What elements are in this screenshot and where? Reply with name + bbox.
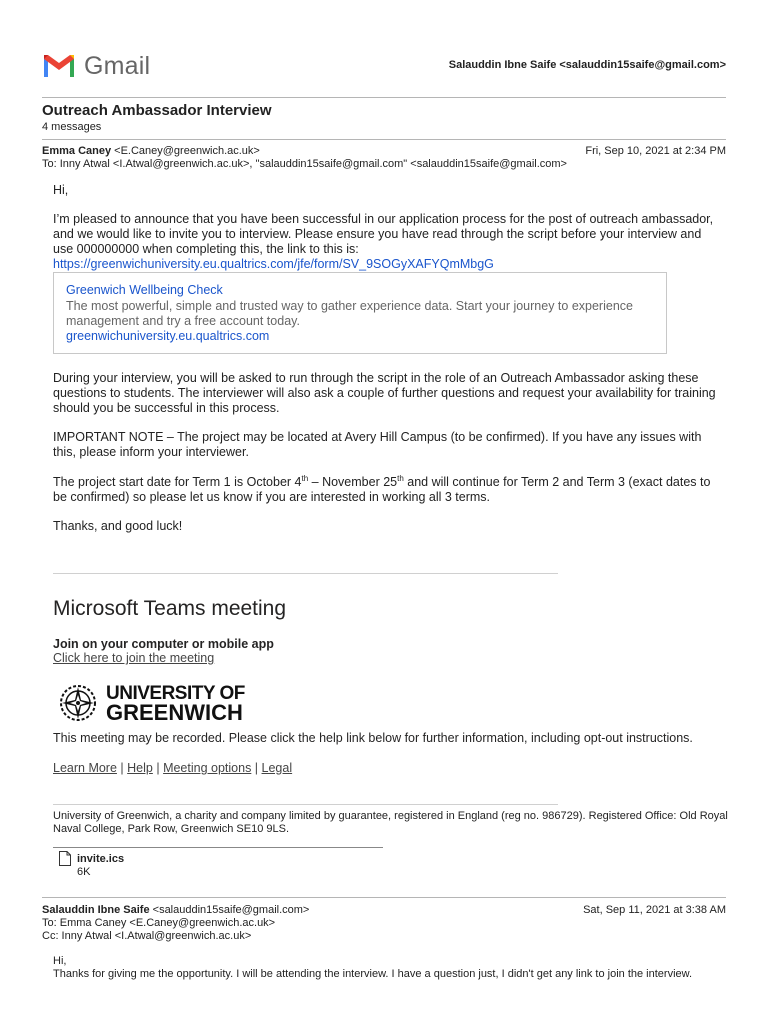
ordinal-suffix: th <box>397 473 404 483</box>
message2-greeting: Hi, <box>53 955 67 967</box>
paragraph-text: I’m pleased to announce that you have been successful in our application process for the post of outreach ambassador, and we would like to invite you to interview. Please ensure you have read through the script before your interview and use 000000000 when completing this, the link to this is: <box>53 212 714 256</box>
message1-sender[interactable] <box>42 145 260 157</box>
message1-recipients: To: Inny Atwal <I.Atwal@greenwich.ac.uk>, "salauddin15saife@gmail.com" <salauddin15saife@gmail.com> <box>42 158 567 170</box>
join-meeting-link[interactable]: Click here to join the meeting <box>53 651 215 665</box>
help-link[interactable]: Help <box>127 761 153 775</box>
message1-paragraph-2: During your interview, you will be asked to run through the script in the role of an Outreach Ambassador asking these questions to students. The interviewer will also ask a couple of further questions and request your availability for training should you be successful in this process. <box>53 371 716 415</box>
message-divider <box>42 897 726 898</box>
paragraph-text: – November 25 <box>308 475 398 489</box>
teams-meeting-title: Microsoft Teams meeting <box>53 597 287 620</box>
message1-greeting: Hi, <box>53 183 69 197</box>
gmail-logo <box>42 50 182 82</box>
sender-email: <salauddin15saife@gmail.com> <box>152 904 310 916</box>
message2-body <box>53 955 692 981</box>
link-preview-card[interactable] <box>53 272 667 354</box>
message2-date: Sat, Sep 11, 2021 at 3:38 AM <box>583 904 726 916</box>
attachment-divider <box>53 847 383 848</box>
meeting-options-link[interactable]: Meeting options <box>163 761 252 775</box>
message2-text: Thanks for giving me the opportunity. I will be attending the interview. I have a question just, I didn't get any link to join the interview. <box>53 968 693 980</box>
sender-email: <E.Caney@greenwich.ac.uk> <box>114 145 260 157</box>
message2-recipients: To: Emma Caney <E.Caney@greenwich.ac.uk> <box>42 917 276 929</box>
card-description: The most powerful, simple and trusted way to gather experience data. Start your journey to experience management and try a free account today. <box>66 299 633 328</box>
message2-cc: Cc: Inny Atwal <I.Atwal@greenwich.ac.uk> <box>42 930 252 942</box>
message2-sender[interactable] <box>42 904 309 916</box>
attachment[interactable] <box>59 851 71 871</box>
message1-signoff: Thanks, and good luck! <box>53 519 183 533</box>
header-divider <box>42 97 726 98</box>
ordinal-suffix: th <box>301 473 309 483</box>
subject-divider <box>42 139 726 140</box>
join-label: Join on your computer or mobile app <box>53 637 274 651</box>
account-info: Salauddin Ibne Saife <salauddin15saife@gmail.com> <box>448 59 726 71</box>
learn-more-link[interactable]: Learn More <box>53 761 117 775</box>
compass-rose-icon <box>58 683 98 723</box>
recording-note: This meeting may be recorded. Please click the help link below for further information, including opt-out instructions. <box>53 731 693 745</box>
message-count: 4 messages <box>42 121 102 133</box>
paragraph-text: The project start date for Term 1 is October 4 <box>53 475 302 489</box>
teams-footer-links: Learn More | Help | Meeting options | Legal <box>53 761 293 775</box>
legal-text: University of Greenwich, a charity and company limited by guarantee, registered in England (reg no. 986729). Registered Office: Old Royal Naval College, Park Row, Greenwich SE10 9LS. <box>53 810 728 835</box>
legal-link[interactable]: Legal <box>261 761 293 775</box>
sender-name: Salauddin Ibne Saife <box>42 904 150 916</box>
gmail-m-icon <box>42 53 76 79</box>
file-icon <box>59 851 71 866</box>
message1-paragraph-4 <box>53 475 723 505</box>
paragraph-text: and will continue for Term 2 and Term 3 (exact dates to be confirmed) so please let us know if you are interested in working all 3 terms. <box>53 475 711 504</box>
logo-line-1: UNIVERSITY OF <box>106 683 245 704</box>
qualtrics-link[interactable]: https://greenwichuniversity.eu.qualtrics.com/jfe/form/SV_9SOGyXAFYQmMbgG <box>53 257 494 271</box>
university-logo <box>58 683 245 723</box>
logo-line-2: GREENWICH <box>106 700 243 725</box>
gmail-wordmark: Gmail <box>84 51 151 80</box>
message1-date: Fri, Sep 10, 2021 at 2:34 PM <box>585 145 726 157</box>
message1-paragraph-3: IMPORTANT NOTE – The project may be located at Avery Hill Campus (to be confirmed). If you have any issues with this, please inform your interviewer. <box>53 430 702 459</box>
thread-subject: Outreach Ambassador Interview <box>42 102 272 119</box>
card-title[interactable]: Greenwich Wellbeing Check <box>66 283 223 297</box>
legal-divider <box>53 804 558 805</box>
card-url[interactable]: greenwichuniversity.eu.qualtrics.com <box>66 329 270 343</box>
attachment-name[interactable]: invite.ics <box>77 853 125 865</box>
teams-divider <box>53 573 558 574</box>
attachment-size: 6K <box>77 866 91 878</box>
sender-name: Emma Caney <box>42 145 112 157</box>
message1-paragraph-1 <box>53 212 723 272</box>
